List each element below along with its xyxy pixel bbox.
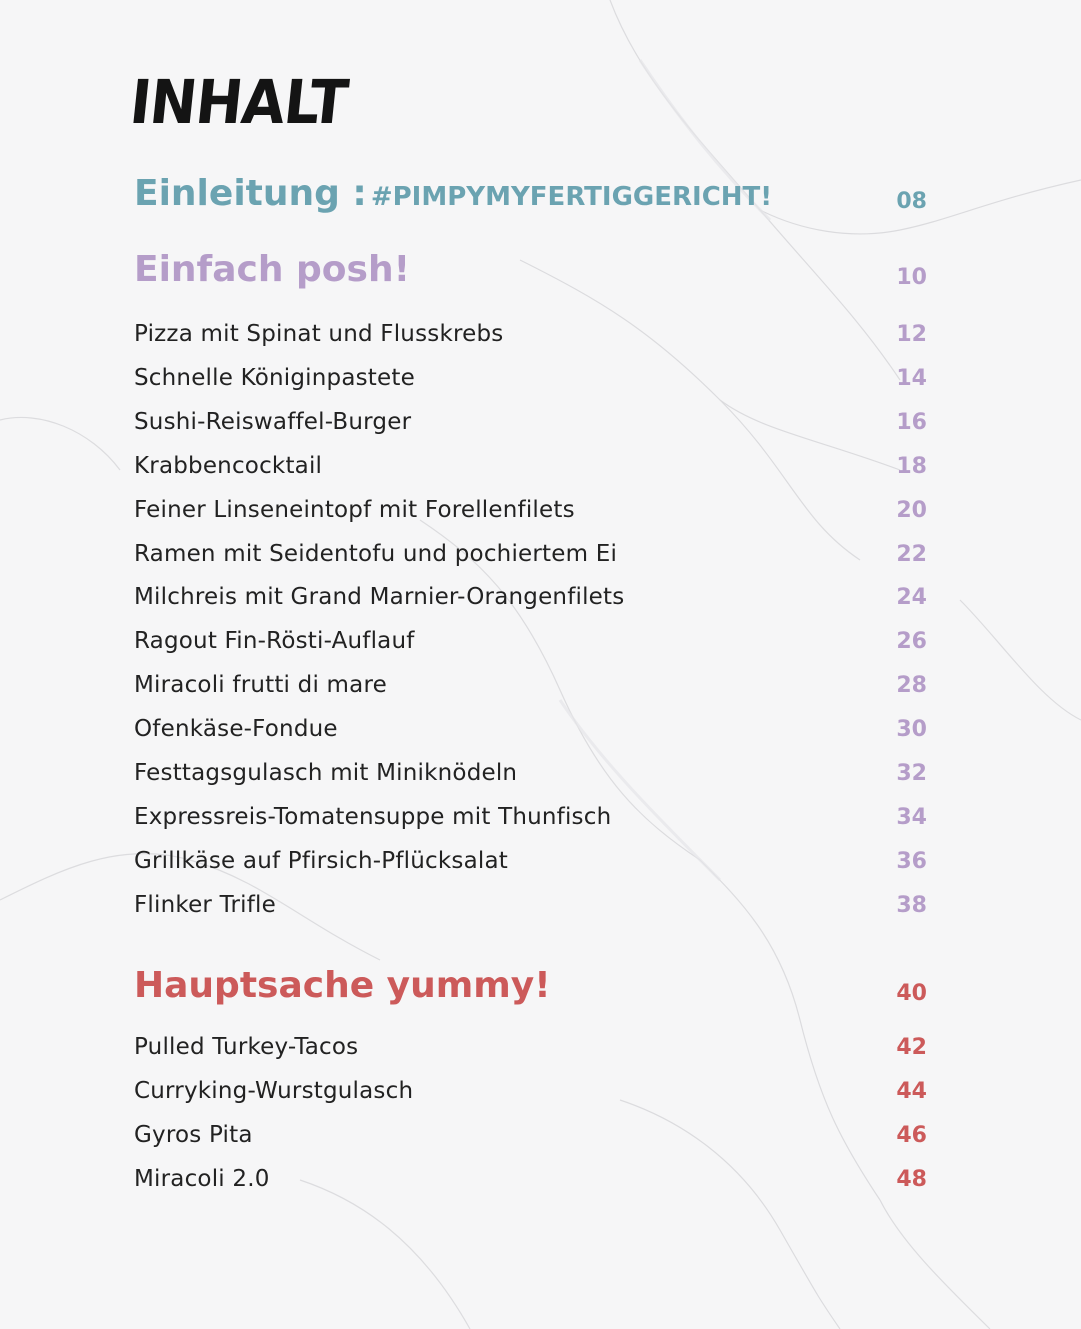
toc-item[interactable] (134, 836, 927, 880)
toc-item-label: Curryking-Wurstgulasch (134, 1078, 414, 1104)
section-page-number: 10 (896, 265, 927, 290)
toc-item[interactable] (134, 616, 927, 660)
toc-item-page-number: 38 (896, 892, 927, 918)
toc-section-hauptsache-yummy[interactable] (134, 965, 927, 1012)
toc-item-page-number: 16 (896, 409, 927, 435)
toc-item-label: Flinker Trifle (134, 891, 276, 918)
intro-title: Einleitung : #PIMPYMYFERTIGGERICHT! (134, 173, 773, 214)
toc-item-page-number: 24 (896, 585, 927, 611)
toc-item-label: Krabbencocktail (134, 452, 323, 479)
toc-item[interactable] (134, 704, 927, 748)
intro-page-number: 08 (896, 189, 927, 214)
toc-intro-row[interactable] (134, 173, 927, 220)
toc-item-label: Sushi-Reiswaffel-Burger (134, 408, 412, 435)
toc-item-page-number: 14 (896, 365, 927, 391)
page-title: INHALT (126, 68, 351, 139)
toc-item-page-number: 18 (896, 453, 927, 479)
toc-item[interactable] (134, 441, 927, 485)
toc-item-page-number: 28 (896, 673, 927, 699)
toc-item-page-number: 44 (896, 1079, 927, 1104)
toc-item[interactable] (134, 748, 927, 792)
toc-item[interactable] (134, 485, 927, 529)
toc-item-label: Schnelle Königinpastete (134, 364, 415, 391)
toc-item-label: Expressreis-Tomatensuppe mit Thunfisch (134, 803, 612, 830)
toc-item-page-number: 36 (896, 848, 927, 874)
toc-item-page-number: 42 (896, 1035, 927, 1060)
toc-item-label: Ramen mit Seidentofu und pochiertem Ei (134, 540, 618, 567)
toc-item[interactable] (134, 1110, 927, 1154)
toc-section-einfach-posh[interactable] (134, 249, 927, 296)
toc-item-page-number: 30 (896, 717, 927, 743)
intro-hashtag: #PIMPYMYFERTIGGERICHT! (370, 182, 773, 212)
toc-item[interactable] (134, 397, 927, 441)
toc-item-label: Pizza mit Spinat und Flusskrebs (134, 321, 504, 347)
toc-item-label: Pulled Turkey-Tacos (134, 1034, 359, 1060)
toc-item-page-number: 26 (896, 629, 927, 655)
section-title: Hauptsache yummy! (134, 965, 551, 1006)
toc-item-label: Miracoli frutti di mare (134, 672, 387, 699)
section-page-number: 40 (896, 981, 927, 1006)
toc-item[interactable] (134, 572, 927, 616)
toc-item[interactable] (134, 792, 927, 836)
section-title: Einfach posh! (134, 249, 410, 290)
toc-item-label: Milchreis mit Grand Marnier-Orangenfilets (134, 584, 625, 611)
toc-item-page-number: 22 (896, 541, 927, 567)
toc-item-page-number: 20 (896, 497, 927, 523)
toc-item-label: Ofenkäse-Fondue (134, 716, 338, 743)
toc-item-label: Grillkäse auf Pfirsich-Pflücksalat (134, 847, 508, 874)
toc-item-page-number: 48 (896, 1167, 927, 1192)
toc-item-page-number: 32 (896, 761, 927, 786)
toc-item-label: Festtagsgulasch mit Miniknödeln (134, 760, 518, 786)
toc-item-page-number: 46 (896, 1123, 927, 1148)
toc-item[interactable] (134, 1154, 927, 1198)
toc-item-page-number: 12 (896, 322, 927, 347)
toc-item-label: Gyros Pita (134, 1122, 253, 1148)
toc-item-label: Ragout Fin-Rösti-Auflauf (134, 628, 415, 655)
toc-item[interactable] (134, 529, 927, 573)
toc-item-label: Miracoli 2.0 (134, 1166, 270, 1192)
toc-item-label: Feiner Linseneintopf mit Forellenfilets (134, 496, 575, 523)
toc-item[interactable] (134, 1022, 927, 1066)
toc-item[interactable] (134, 309, 927, 353)
toc-item-page-number: 34 (896, 804, 927, 830)
toc-item[interactable] (134, 880, 927, 924)
toc-item[interactable] (134, 1066, 927, 1110)
toc-item[interactable] (134, 353, 927, 397)
toc-item[interactable] (134, 660, 927, 704)
